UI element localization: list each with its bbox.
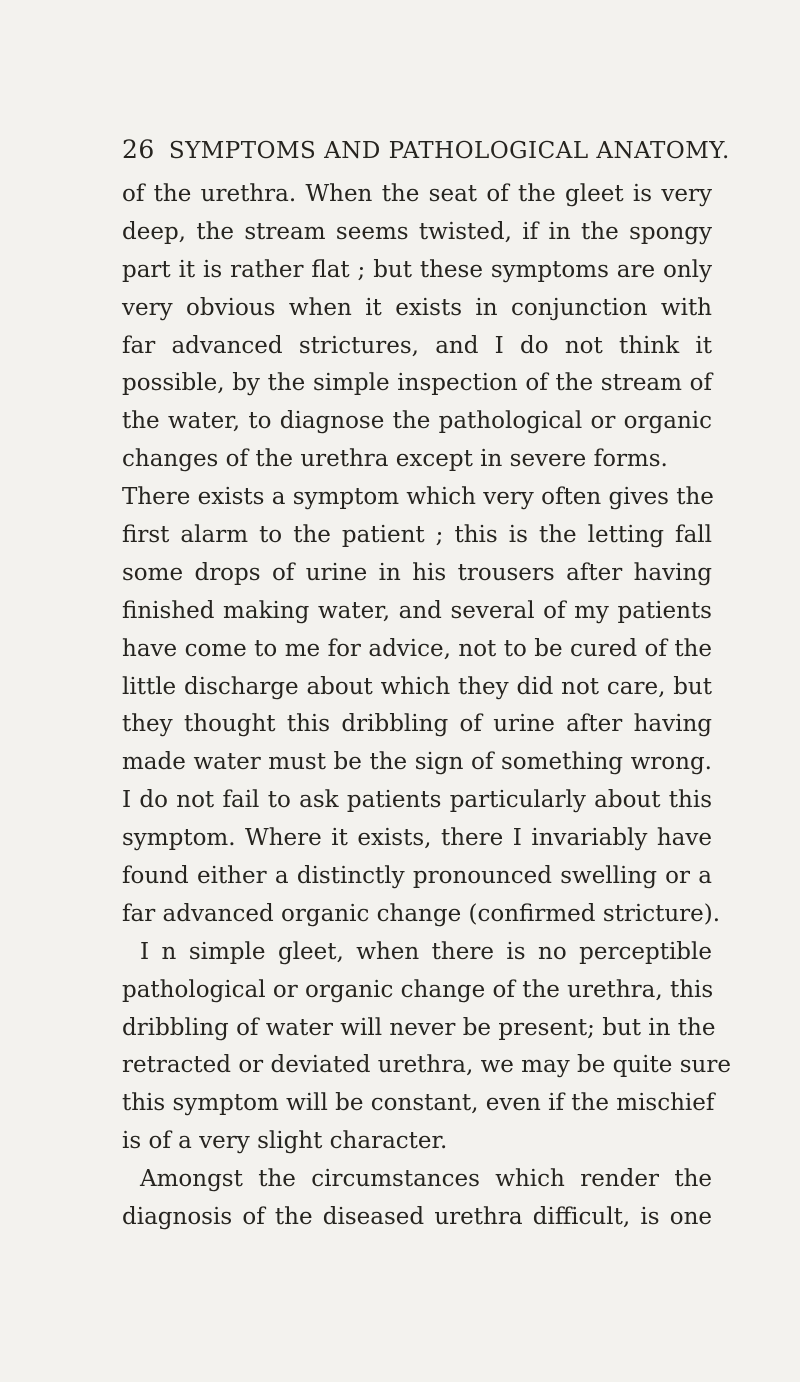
text-line: have come to me for advice, not to be cured of the [122,635,712,662]
running-head [122,135,730,164]
text-line: found either a distinctly pronounced swelling or a [122,863,712,890]
text-line: of the urethra. When the seat of the gleet is very [122,181,712,207]
text-line: some drops of urine in his trousers after having [122,559,712,586]
text-line: possible, by the simple inspection of the stream of [122,370,712,397]
text-line: diagnosis of the diseased urethra difficult, is one [122,1204,712,1231]
body-text [122,176,731,1237]
text-line: pathological or organic change of the urethra, this [122,976,714,1003]
text-line: this symptom will be constant, even if the mischief [122,1090,715,1117]
text-line: part it is rather flat ; but these symptoms are only [122,256,712,283]
text-line: far advanced strictures, and I do not think it [122,332,712,359]
text-line: I do not fail to ask patients particularly about this [122,787,712,814]
page-number: 26 [122,135,155,164]
text-line: finished making water, and several of my patients [122,597,712,624]
text-line: retracted or deviated urethra, we may be quite sure [122,1052,731,1079]
text-line: Amongst the circumstances which render the [140,1166,712,1193]
text-line: they thought this dribbling of urine after having [122,711,712,738]
text-line: dribbling of water will never be present; but in the [122,1014,716,1041]
text-line: made water must be the sign of something wrong. [122,749,712,776]
text-line: very obvious when it exists in conjunction with [122,294,712,321]
text-line: first alarm to the patient ; this is the letting fall [122,522,712,549]
text-line: the water, to diagnose the pathological or organic [122,408,712,435]
text-line: I n simple gleet, when there is no perceptible [140,938,712,965]
text-line: There exists a symptom which very often gives the [122,484,714,511]
text-line: far advanced organic change (confirmed stricture). [122,900,721,927]
text-line: deep, the stream seems twisted, if in the spongy [122,218,712,245]
running-title: SYMPTOMS AND PATHOLOGICAL ANATOMY. [168,138,730,164]
text-line: symptom. Where it exists, there I invariably have [122,825,712,852]
text-line: is of a very slight character. [122,1128,448,1155]
text-line: changes of the urethra except in severe forms. [122,446,668,473]
text-line: little discharge about which they did not care, but [122,673,712,700]
